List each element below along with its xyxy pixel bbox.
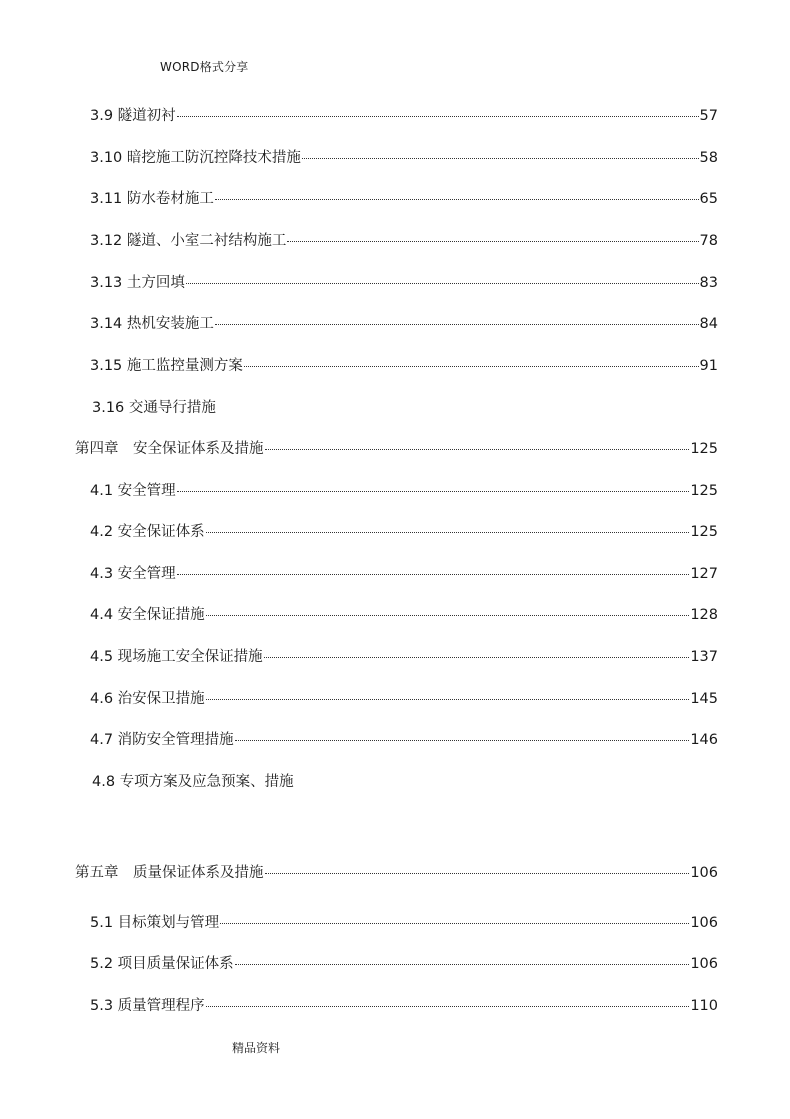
toc-page-number: 127 bbox=[690, 566, 718, 582]
toc-label: 4.5 现场施工安全保证措施 bbox=[90, 649, 263, 665]
toc-entry-4-5 bbox=[90, 648, 718, 666]
toc-label: 3.11 防水卷材施工 bbox=[90, 191, 214, 207]
dot-leader bbox=[264, 657, 690, 658]
toc-page-number: 125 bbox=[690, 441, 718, 457]
toc-label: 4.4 安全保证措施 bbox=[90, 607, 205, 623]
toc-entry-5-2 bbox=[90, 955, 718, 973]
toc-page-number: 125 bbox=[690, 483, 718, 499]
toc-page-number: 125 bbox=[690, 524, 718, 540]
dot-leader bbox=[215, 324, 699, 325]
toc-page-number: 78 bbox=[699, 233, 718, 249]
dot-leader bbox=[206, 615, 690, 616]
toc-label: 3.12 隧道、小室二衬结构施工 bbox=[90, 233, 287, 249]
toc-page-number: 106 bbox=[690, 865, 718, 881]
toc-entry-4-8: 4.8 专项方案及应急预案、措施 bbox=[92, 774, 294, 790]
dot-leader bbox=[177, 574, 690, 575]
toc-page-number: 83 bbox=[699, 275, 718, 291]
dot-leader bbox=[177, 116, 699, 117]
dot-leader bbox=[206, 1006, 690, 1007]
toc-entry-3-12 bbox=[90, 232, 718, 250]
toc-label: 4.7 消防安全管理措施 bbox=[90, 732, 234, 748]
toc-chapter-4 bbox=[75, 440, 718, 458]
toc-entry-3-13 bbox=[90, 274, 718, 292]
toc-page-number: 65 bbox=[699, 191, 718, 207]
toc-entry-3-15 bbox=[90, 357, 718, 375]
dot-leader bbox=[265, 449, 690, 450]
toc-label: 3.9 隧道初衬 bbox=[90, 108, 176, 124]
toc-entry-5-1 bbox=[90, 914, 718, 932]
toc-label: 3.14 热机安装施工 bbox=[90, 316, 214, 332]
dot-leader bbox=[186, 283, 699, 284]
toc-page-number: 91 bbox=[699, 358, 718, 374]
toc-label: 3.15 施工监控量测方案 bbox=[90, 358, 243, 374]
toc-page-number: 106 bbox=[690, 915, 718, 931]
toc-entry-4-7 bbox=[90, 731, 718, 749]
page-footer: 精品资料 bbox=[232, 1041, 281, 1055]
toc-label: 4.6 治安保卫措施 bbox=[90, 691, 205, 707]
toc-label: 4.2 安全保证体系 bbox=[90, 524, 205, 540]
toc-page-number: 128 bbox=[690, 607, 718, 623]
toc-entry-3-14 bbox=[90, 315, 718, 333]
dot-leader bbox=[206, 699, 690, 700]
dot-leader bbox=[235, 740, 690, 741]
toc-page-number: 106 bbox=[690, 956, 718, 972]
toc-label: 5.3 质量管理程序 bbox=[90, 998, 205, 1014]
dot-leader bbox=[302, 158, 699, 159]
dot-leader bbox=[215, 199, 699, 200]
toc-page-number: 84 bbox=[699, 316, 718, 332]
toc-label: 4.3 安全管理 bbox=[90, 566, 176, 582]
toc-label: 5.1 目标策划与管理 bbox=[90, 915, 220, 931]
toc-entry-4-4 bbox=[90, 606, 718, 624]
dot-leader bbox=[177, 491, 690, 492]
toc-label: 3.10 暗挖施工防沉控降技术措施 bbox=[90, 150, 301, 166]
page-header: WORD格式分享 bbox=[160, 60, 249, 74]
toc-entry-4-2 bbox=[90, 523, 718, 541]
dot-leader bbox=[265, 873, 690, 874]
toc-entry-3-16: 3.16 交通导行措施 bbox=[92, 400, 216, 416]
toc-entry-3-11 bbox=[90, 190, 718, 208]
toc-entry-4-6 bbox=[90, 690, 718, 708]
toc-entry-3-9 bbox=[90, 107, 718, 125]
toc-label: 第五章 质量保证体系及措施 bbox=[75, 865, 264, 881]
dot-leader bbox=[220, 923, 689, 924]
toc-page-number: 57 bbox=[699, 108, 718, 124]
toc-page-number: 110 bbox=[690, 998, 718, 1014]
toc-page-number: 146 bbox=[690, 732, 718, 748]
toc-label: 3.13 土方回填 bbox=[90, 275, 185, 291]
toc-chapter-5 bbox=[75, 864, 718, 882]
dot-leader bbox=[287, 241, 698, 242]
dot-leader bbox=[235, 964, 690, 965]
toc-entry-4-1 bbox=[90, 482, 718, 500]
toc-label: 第四章 安全保证体系及措施 bbox=[75, 441, 264, 457]
toc-page-number: 137 bbox=[690, 649, 718, 665]
toc-label: 4.1 安全管理 bbox=[90, 483, 176, 499]
toc-label: 5.2 项目质量保证体系 bbox=[90, 956, 234, 972]
dot-leader bbox=[244, 366, 699, 367]
toc-page-number: 145 bbox=[690, 691, 718, 707]
toc-page-number: 58 bbox=[699, 150, 718, 166]
toc-entry-4-3 bbox=[90, 565, 718, 583]
toc-entry-5-3 bbox=[90, 997, 718, 1015]
toc-entry-3-10 bbox=[90, 149, 718, 167]
dot-leader bbox=[206, 532, 690, 533]
